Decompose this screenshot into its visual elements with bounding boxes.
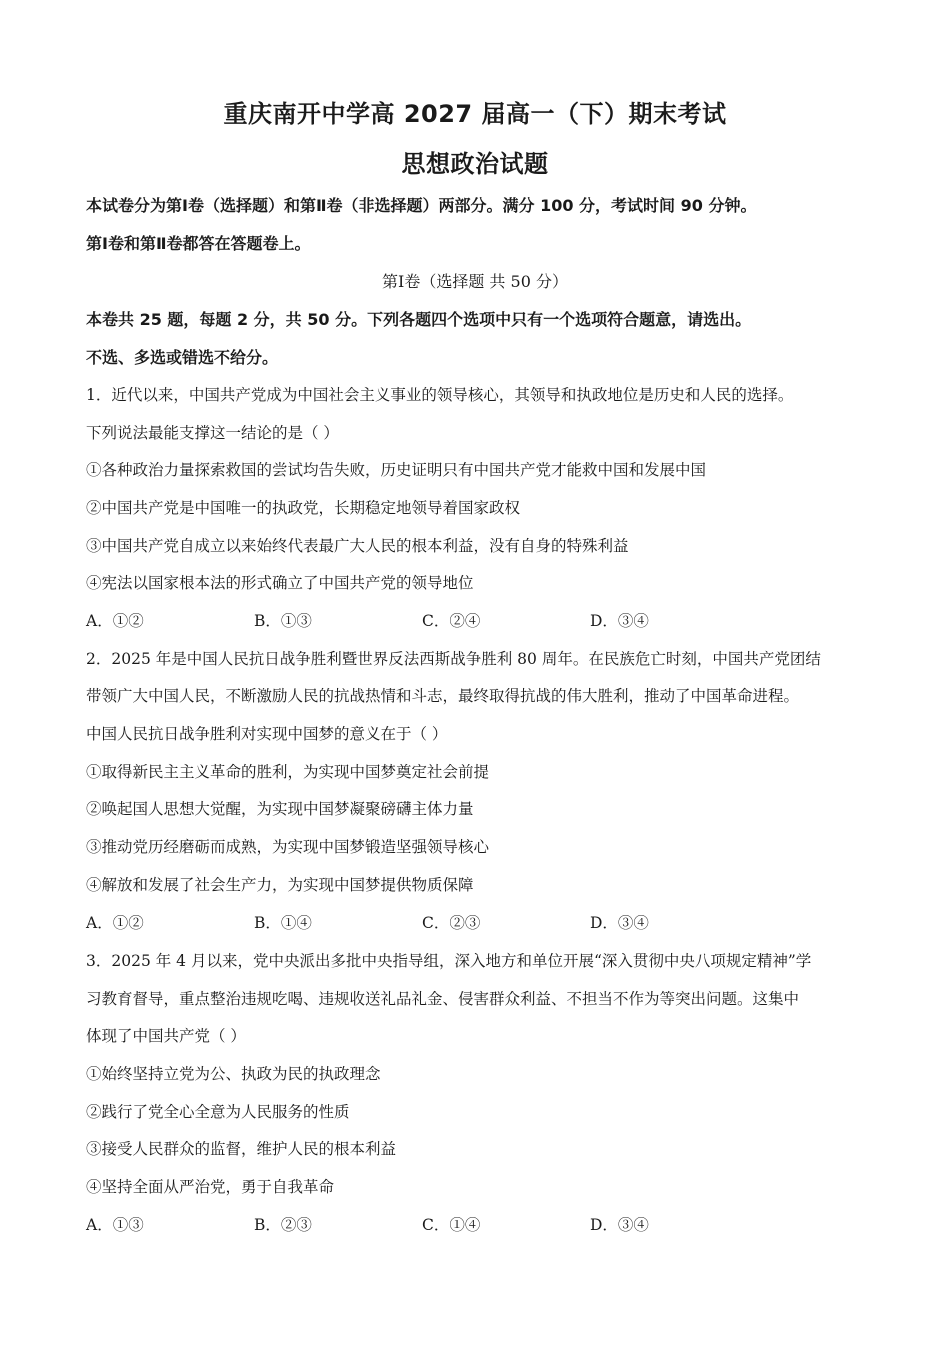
question-3-stem-line-3: 体现了中国共产党（ ） — [86, 1027, 246, 1045]
question-3-option-d: D．③④ — [590, 1216, 649, 1234]
question-1-item-3: ③中国共产党自成立以来始终代表最广大人民的根本利益，没有自身的特殊利益 — [86, 537, 629, 555]
question-3-option-a: A．①③ — [86, 1216, 144, 1234]
question-2-option-d: D．③④ — [590, 914, 649, 932]
question-1-item-1: ①各种政治力量探索救国的尝试均告失败，历史证明只有中国共产党才能救中国和发展中国 — [86, 461, 707, 479]
question-1-stem-line-2: 下列说法最能支撑这一结论的是（ ） — [86, 424, 339, 442]
question-2-item-3: ③推动党历经磨砺而成熟，为实现中国梦锻造坚强领导核心 — [86, 838, 490, 856]
question-1-option-b: B．①③ — [254, 612, 312, 630]
question-2-option-a: A．①② — [86, 914, 144, 932]
question-1-option-d: D．③④ — [590, 612, 649, 630]
question-2-stem-line-3: 中国人民抗日战争胜利对实现中国梦的意义在于（ ） — [86, 725, 448, 743]
question-2-option-c: C．②③ — [422, 914, 481, 932]
question-2-item-2: ②唤起国人思想大觉醒，为实现中国梦凝聚磅礴主体力量 — [86, 800, 474, 818]
section-heading: 第Ⅰ卷（选择题 共 50 分） — [382, 272, 568, 291]
instructions-line-2: 第Ⅰ卷和第Ⅱ卷都答在答题卷上。 — [86, 234, 311, 253]
question-3-stem-line-2: 习教育督导，重点整治违规吃喝、违规收送礼品礼金、侵害群众利益、不担当不作为等突出问题。这集中 — [86, 990, 800, 1008]
question-2-stem-line-2: 带领广大中国人民，不断激励人民的抗战热情和斗志，最终取得抗战的伟大胜利，推动了中国革命进程。 — [86, 687, 800, 705]
question-1-option-a: A．①② — [86, 612, 144, 630]
question-3-stem-line-1: 3．2025 年 4 月以来，党中央派出多批中央指导组，深入地方和单位开展“深入贯彻中央八项规定精神”学 — [86, 952, 812, 970]
question-2-item-1: ①取得新民主主义革命的胜利，为实现中国梦奠定社会前提 — [86, 763, 490, 781]
question-3-item-1: ①始终坚持立党为公、执政为民的执政理念 — [86, 1065, 381, 1083]
question-2-stem-line-1: 2．2025 年是中国人民抗日战争胜利暨世界反法西斯战争胜利 80 周年。在民族危亡时刻，中国共产党团结 — [86, 650, 821, 668]
question-1-option-c: C．②④ — [422, 612, 481, 630]
question-1-item-4: ④宪法以国家根本法的形式确立了中国共产党的领导地位 — [86, 574, 474, 592]
question-3-option-c: C．①④ — [422, 1216, 481, 1234]
question-1-item-2: ②中国共产党是中国唯一的执政党，长期稳定地领导着国家政权 — [86, 499, 521, 517]
exam-subtitle: 思想政治试题 — [401, 150, 549, 178]
question-3-item-2: ②践行了党全心全意为人民服务的性质 — [86, 1103, 350, 1121]
exam-title: 重庆南开中学高 2027 届高一（下）期末考试 — [223, 100, 727, 128]
question-3-option-b: B．②③ — [254, 1216, 312, 1234]
instructions-line-1: 本试卷分为第Ⅰ卷（选择题）和第Ⅱ卷（非选择题）两部分。满分 100 分，考试时间 90 分钟。 — [86, 196, 757, 215]
question-1-stem-line-1: 1．近代以来，中国共产党成为中国社会主义事业的领导核心，其领导和执政地位是历史和人民的选择。 — [86, 386, 794, 404]
question-2-option-b: B．①④ — [254, 914, 312, 932]
section-note-1: 本卷共 25 题，每题 2 分，共 50 分。下列各题四个选项中只有一个选项符合题意，请选出。 — [86, 310, 752, 329]
section-note-2: 不选、多选或错选不给分。 — [86, 348, 279, 367]
question-2-item-4: ④解放和发展了社会生产力，为实现中国梦提供物质保障 — [86, 876, 474, 894]
question-3-item-4: ④坚持全面从严治党，勇于自我革命 — [86, 1178, 335, 1196]
question-3-item-3: ③接受人民群众的监督，维护人民的根本利益 — [86, 1140, 397, 1158]
